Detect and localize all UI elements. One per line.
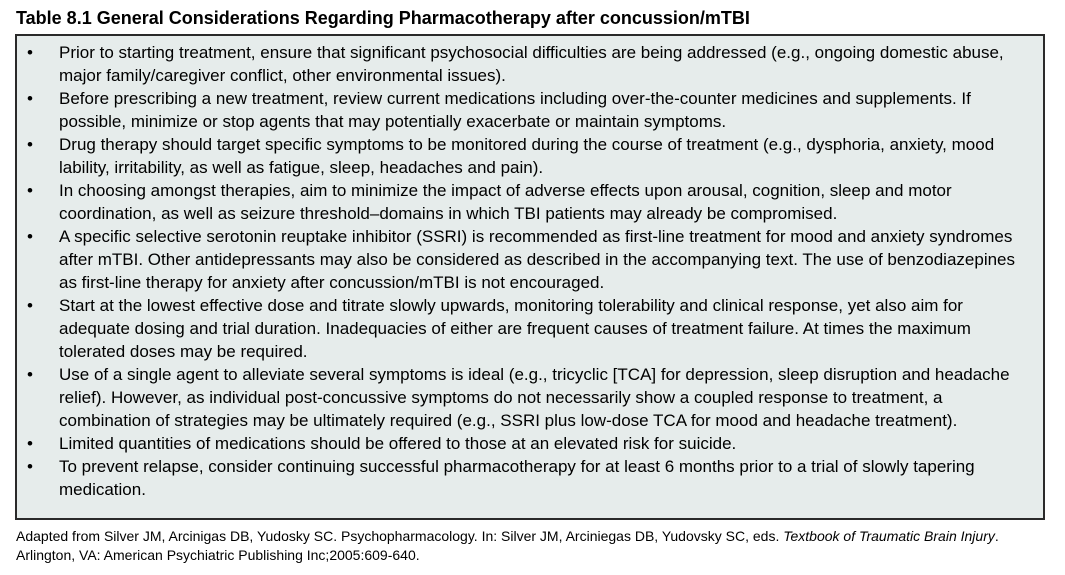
list-item-text: Drug therapy should target specific symptoms to be monitored during the course of treatment (e.g., dysphoria, anxiety, mood lability, irritability, as well as fatigue, sleep, headaches and pain).	[59, 135, 995, 177]
list-item-text: Start at the lowest effective dose and titrate slowly upwards, monitoring tolerability and clinical response, yet also aim for adequate dosing and trial duration. Inadequacies of either are frequent causes of treatment failure. At times the maximum tolerated doses may be required.	[59, 296, 971, 361]
list-item-text: In choosing amongst therapies, aim to minimize the impact of adverse effects upon arousal, cognition, sleep and motor coordination, as well as seizure threshold–domains in which TBI patients may already be compromised.	[59, 181, 952, 223]
list-item	[17, 179, 1043, 225]
list-item-text: To prevent relapse, consider continuing successful pharmacotherapy for at least 6 months prior to a trial of slowly tapering medication.	[59, 457, 975, 499]
list-item-text: Limited quantities of medications should be offered to those at an elevated risk for suicide.	[59, 434, 737, 453]
list-item-text: Before prescribing a new treatment, review current medications including over-the-counter medicines and supplements. If possible, minimize or stop agents that may potentially exacerbate or maintain symptoms.	[59, 89, 971, 131]
source-citation	[16, 527, 1046, 565]
list-item	[17, 432, 1043, 455]
list-item-text: Prior to starting treatment, ensure that significant psychosocial difficulties are being addressed (e.g., ongoing domestic abuse, major family/caregiver conflict, other environmental issues).	[59, 43, 1004, 85]
book-title: Textbook of Traumatic Brain Injury	[783, 528, 995, 544]
citation-suffix: . Arlington, VA: American Psychiatric Publishing Inc;2005:609-640.	[16, 528, 999, 563]
bullet: •	[27, 43, 33, 62]
list-item-text: A specific selective serotonin reuptake inhibitor (SSRI) is recommended as first-line treatment for mood and anxiety syndromes after mTBI. Other antidepressants may also be considered as described in the accompanying text. The use of benzodiazepines as first-line therapy for anxiety after concussion/mTBI is not encouraged.	[59, 227, 1016, 292]
list-item	[17, 87, 1043, 133]
bullet: •	[27, 365, 33, 384]
bullet: •	[27, 89, 33, 108]
list-item	[17, 225, 1043, 294]
list-item	[17, 455, 1043, 501]
table-title: Table 8.1 General Considerations Regarding Pharmacotherapy after concussion/mTBI	[16, 8, 750, 28]
list-item	[17, 294, 1043, 363]
bullet: •	[27, 227, 33, 246]
bullet: •	[27, 181, 33, 200]
bullet: •	[27, 296, 33, 315]
list-item	[17, 363, 1043, 432]
bullet: •	[27, 135, 33, 154]
considerations-list	[17, 41, 1043, 501]
considerations-box	[15, 34, 1045, 520]
list-item-text: Use of a single agent to alleviate several symptoms is ideal (e.g., tricyclic [TCA] for depression, sleep disruption and headache relief). However, as individual post-concussive symptoms do not necessarily show a coupled response to treatment, a combination of strategies may be ultimately required (e.g., SSRI plus low-dose TCA for mood and headache treatment).	[59, 365, 1010, 430]
bullet: •	[27, 434, 33, 453]
citation-prefix: Adapted from Silver JM, Arcinigas DB, Yudosky SC. Psychopharmacology. In: Silver JM, Arciniegas DB, Yudovsky SC, eds.	[16, 528, 784, 544]
list-item	[17, 133, 1043, 179]
bullet: •	[27, 457, 33, 476]
list-item	[17, 41, 1043, 87]
